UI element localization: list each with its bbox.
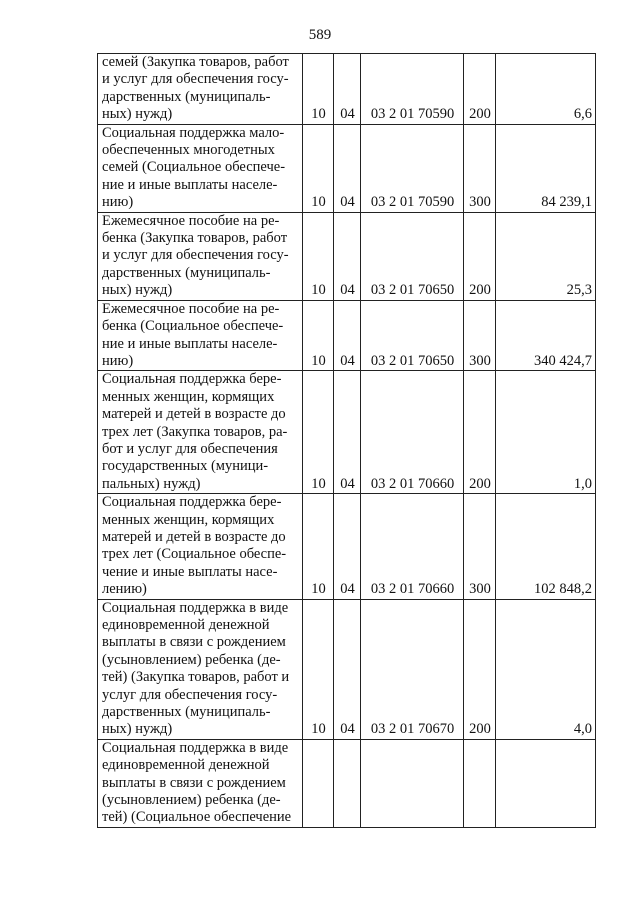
target-article-code: 03 2 01 70590	[361, 124, 464, 212]
subsection-code: 04	[334, 124, 361, 212]
expense-type-code: 300	[464, 124, 496, 212]
amount-value: 25,3	[496, 212, 596, 300]
subsection-code: 04	[334, 212, 361, 300]
table-row	[98, 494, 596, 599]
table-row	[98, 599, 596, 739]
section-code: 10	[303, 54, 334, 125]
section-code: 10	[303, 300, 334, 371]
subsection-code: 04	[334, 599, 361, 739]
table-row	[98, 212, 596, 300]
target-article-code: 03 2 01 70650	[361, 212, 464, 300]
target-article-code: 03 2 01 70670	[361, 599, 464, 739]
section-code: 10	[303, 124, 334, 212]
amount-value: 1,0	[496, 371, 596, 494]
section-code: 10	[303, 494, 334, 599]
target-article-code	[361, 739, 464, 827]
row-description: Социальная поддержка мало- обеспеченных многодетных семей (Социальное обеспече- ние и иные выплаты населе- нию)	[98, 124, 303, 212]
amount-value: 84 239,1	[496, 124, 596, 212]
subsection-code: 04	[334, 54, 361, 125]
expense-type-code: 300	[464, 300, 496, 371]
table-row	[98, 124, 596, 212]
budget-table	[97, 53, 596, 828]
expense-type-code: 200	[464, 371, 496, 494]
amount-value: 340 424,7	[496, 300, 596, 371]
row-description: Социальная поддержка в виде единовременной денежной выплаты в связи с рождением (усыновлением) ребенка (де- тей) (Социальное обеспечение	[98, 739, 303, 827]
section-code: 10	[303, 599, 334, 739]
target-article-code: 03 2 01 70660	[361, 371, 464, 494]
amount-value: 6,6	[496, 54, 596, 125]
subsection-code: 04	[334, 494, 361, 599]
expense-type-code: 300	[464, 494, 496, 599]
row-description: Ежемесячное пособие на ре- бенка (Закупка товаров, работ и услуг для обеспечения госу- дарственных (муниципаль- ных) нужд)	[98, 212, 303, 300]
row-description: Социальная поддержка бере- менных женщин, кормящих матерей и детей в возрасте до трех лет (Закупка товаров, ра- бот и услуг для обеспечения государственных (муници- пальных) нужд)	[98, 371, 303, 494]
row-description: Социальная поддержка в виде единовременной денежной выплаты в связи с рождением (усыновлением) ребенка (де- тей) (Закупка товаров, работ и услуг для обеспечения госу- дарственных (муниципаль- ных) нужд)	[98, 599, 303, 739]
target-article-code: 03 2 01 70660	[361, 494, 464, 599]
section-code: 10	[303, 212, 334, 300]
section-code	[303, 739, 334, 827]
subsection-code: 04	[334, 300, 361, 371]
amount-value: 102 848,2	[496, 494, 596, 599]
table-row	[98, 54, 596, 125]
amount-value: 4,0	[496, 599, 596, 739]
amount-value	[496, 739, 596, 827]
expense-type-code: 200	[464, 212, 496, 300]
subsection-code: 04	[334, 371, 361, 494]
expense-type-code: 200	[464, 54, 496, 125]
table-row	[98, 739, 596, 827]
expense-type-code	[464, 739, 496, 827]
table-body	[98, 54, 596, 828]
subsection-code	[334, 739, 361, 827]
table-row	[98, 371, 596, 494]
row-description: Социальная поддержка бере- менных женщин, кормящих матерей и детей в возрасте до трех лет (Социальное обеспе- чение и иные выплаты насе- лению)	[98, 494, 303, 599]
section-code: 10	[303, 371, 334, 494]
row-description: Ежемесячное пособие на ре- бенка (Социальное обеспече- ние и иные выплаты населе- нию)	[98, 300, 303, 371]
page-number: 589	[308, 27, 332, 43]
table-row	[98, 300, 596, 371]
row-description: семей (Закупка товаров, работ и услуг для обеспечения госу- дарственных (муниципаль- ных) нужд)	[98, 54, 303, 125]
target-article-code: 03 2 01 70650	[361, 300, 464, 371]
expense-type-code: 200	[464, 599, 496, 739]
target-article-code: 03 2 01 70590	[361, 54, 464, 125]
